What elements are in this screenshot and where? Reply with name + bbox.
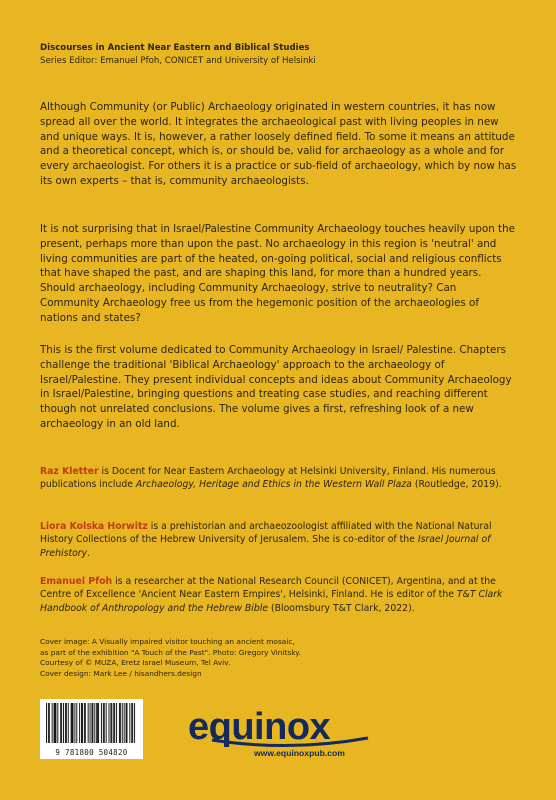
bio-text: is a researcher at the National Research Council (CONICET), Argentina, and at the Centre of Excellence 'Ancient Near Eastern Empires', Helsinki, Finland. He is editor of the: [40, 576, 496, 601]
author-name: Liora Kolska Horwitz: [40, 521, 148, 532]
barcode-bar: [91, 703, 92, 743]
barcode-bar: [61, 703, 62, 743]
barcode-bar: [129, 703, 130, 743]
barcode-bar: [76, 703, 77, 743]
bio-text: is a prehistorian and archaeozoologist affiliated with the National Natural History Collections of the Hebrew University of Jerusalem. She is co-editor of the: [40, 521, 492, 546]
credit-line: Cover design: Mark Lee / hisandhers.design: [40, 668, 202, 678]
series-editor: Series Editor: Emanuel Pfoh, CONICET and University of Helsinki: [40, 56, 316, 66]
bio-text: is Docent for Near Eastern Archaeology at Helsinki University, Finland. His numerous publications include: [40, 466, 496, 491]
barcode-bar: [65, 703, 66, 743]
book-title: T&T Clark Handbook of Anthropology and the Hebrew Bible: [40, 589, 503, 614]
description-paragraph-1: Although Community (or Public) Archaeology originated in western countries, it has now spread all over the world. It integrates the archaeological past with living peoples in new and unique ways. It is, however, a rather loosely defined field. To some it means an attitude and a theoretical concept, which is, or should be, valid for archaeology as a whole and for every archaeologist. For others it is a practice or sub-field of archaeology, which by now has its own experts – that is, community archaeologists.: [40, 101, 517, 187]
barcode-bar: [127, 703, 128, 743]
barcode-bar: [48, 703, 49, 743]
barcode-bar: [106, 703, 107, 743]
barcode-bar: [66, 703, 67, 743]
barcode-bar: [132, 703, 133, 743]
barcode-bar: [109, 703, 110, 743]
barcode-bars: [46, 703, 136, 743]
barcode-bar: [120, 703, 121, 743]
barcode-bar: [81, 703, 82, 743]
barcode-bar: [55, 703, 56, 743]
description-paragraph-3: This is the first volume dedicated to Community Archaeology in Israel/ Palestine. Chapters challenge the traditional 'Biblical Archaeology' approach to the archaeology of Israel/Palestine. They present individual concepts and ideas about Community Archaeology in Israel/Palestine, bringing questions and treating case studies, and reaching different though not unrelated conclusions. The volume gives a first, refreshing look of a new archaeology in an old land.: [40, 344, 512, 430]
credit-line: as part of the exhibition "A Touch of the Past". Photo: Gregory Vinitsky.: [40, 647, 301, 657]
credit-line: Cover image: A Visually impaired visitor touching an ancient mosaic,: [40, 637, 295, 646]
publisher-logo: [188, 708, 374, 768]
barcode-bar: [57, 703, 58, 743]
barcode-bar: [49, 703, 50, 743]
bio-text: .: [87, 547, 91, 559]
author-bio-kletter: [40, 465, 510, 492]
author-bio-pfoh: [40, 575, 510, 615]
barcode-bar: [126, 703, 127, 743]
series-info: [40, 42, 316, 68]
isbn-barcode: [40, 699, 143, 759]
barcode-bar: [63, 703, 64, 743]
bio-text: (Routledge, 2019).: [411, 479, 502, 491]
barcode-bar: [114, 703, 115, 743]
barcode-bar: [92, 703, 93, 743]
book-title: Archaeology, Heritage and Ethics in the Western Wall Plaza: [135, 479, 412, 491]
barcode-bar: [71, 703, 72, 743]
barcode-bar: [68, 703, 69, 743]
author-name: Emanuel Pfoh: [40, 576, 113, 587]
barcode-bar: [52, 703, 53, 743]
barcode-bar: [122, 703, 123, 743]
publisher-url: www.equinoxpub.com: [254, 748, 345, 758]
barcode-bar: [85, 703, 86, 743]
description-paragraph-2: It is not surprising that in Israel/Palestine Community Archaeology touches heavily upon the present, perhaps more than upon the past. No archaeology in this region is 'neutral' and living communities are part of the heated, on-going political, social and religious conflicts that have shaped the past, and are shaping this land, for more than a hundred years. Should archaeology, including Community Archaeology, strive to neutrality? Can Community Archaeology free us from the hegemonic position of the archaeologies of nations and states?: [40, 223, 515, 324]
barcode-bar: [84, 703, 85, 743]
barcode-bar: [54, 703, 55, 743]
barcode-bar: [72, 703, 73, 743]
barcode-bar: [94, 703, 95, 743]
barcode-bar: [82, 703, 83, 743]
barcode-bar: [124, 703, 125, 743]
author-bio-horwitz: [40, 520, 510, 560]
author-name: Raz Kletter: [40, 466, 99, 477]
barcode-bar: [60, 703, 61, 743]
barcode-bar: [116, 703, 117, 743]
barcode-bar: [134, 703, 135, 743]
barcode-bar: [97, 703, 98, 743]
barcode-bar: [119, 703, 120, 743]
barcode-bar: [110, 703, 111, 743]
barcode-bar: [104, 703, 105, 743]
barcode-bar: [90, 703, 91, 743]
barcode-bar: [103, 703, 104, 743]
journal-title: Israel Journal of Prehistory: [40, 534, 491, 559]
isbn-number: 9 781800 504820: [55, 748, 128, 757]
barcode-bar: [113, 703, 114, 743]
barcode-bar: [79, 703, 80, 743]
credit-line: Courtesy of © MUZA, Eretz Israel Museum, Tel Aviv.: [40, 658, 231, 668]
barcode-bar: [98, 703, 99, 743]
barcode-bar: [74, 703, 75, 743]
barcode-bar: [111, 703, 112, 743]
barcode-bar: [131, 703, 132, 743]
publisher-name: equinox: [188, 706, 331, 748]
barcode-bar: [55, 703, 56, 743]
series-title: Discourses in Ancient Near Eastern and Biblical Studies: [40, 43, 310, 53]
bio-text: (Bloomsbury T&T Clark, 2022).: [268, 602, 415, 614]
barcode-bar: [101, 703, 102, 743]
barcode-bar: [88, 703, 89, 743]
barcode-bar: [96, 703, 97, 743]
cover-credits: [40, 637, 301, 679]
barcode-bar: [46, 703, 47, 743]
barcode-bar: [73, 703, 74, 743]
